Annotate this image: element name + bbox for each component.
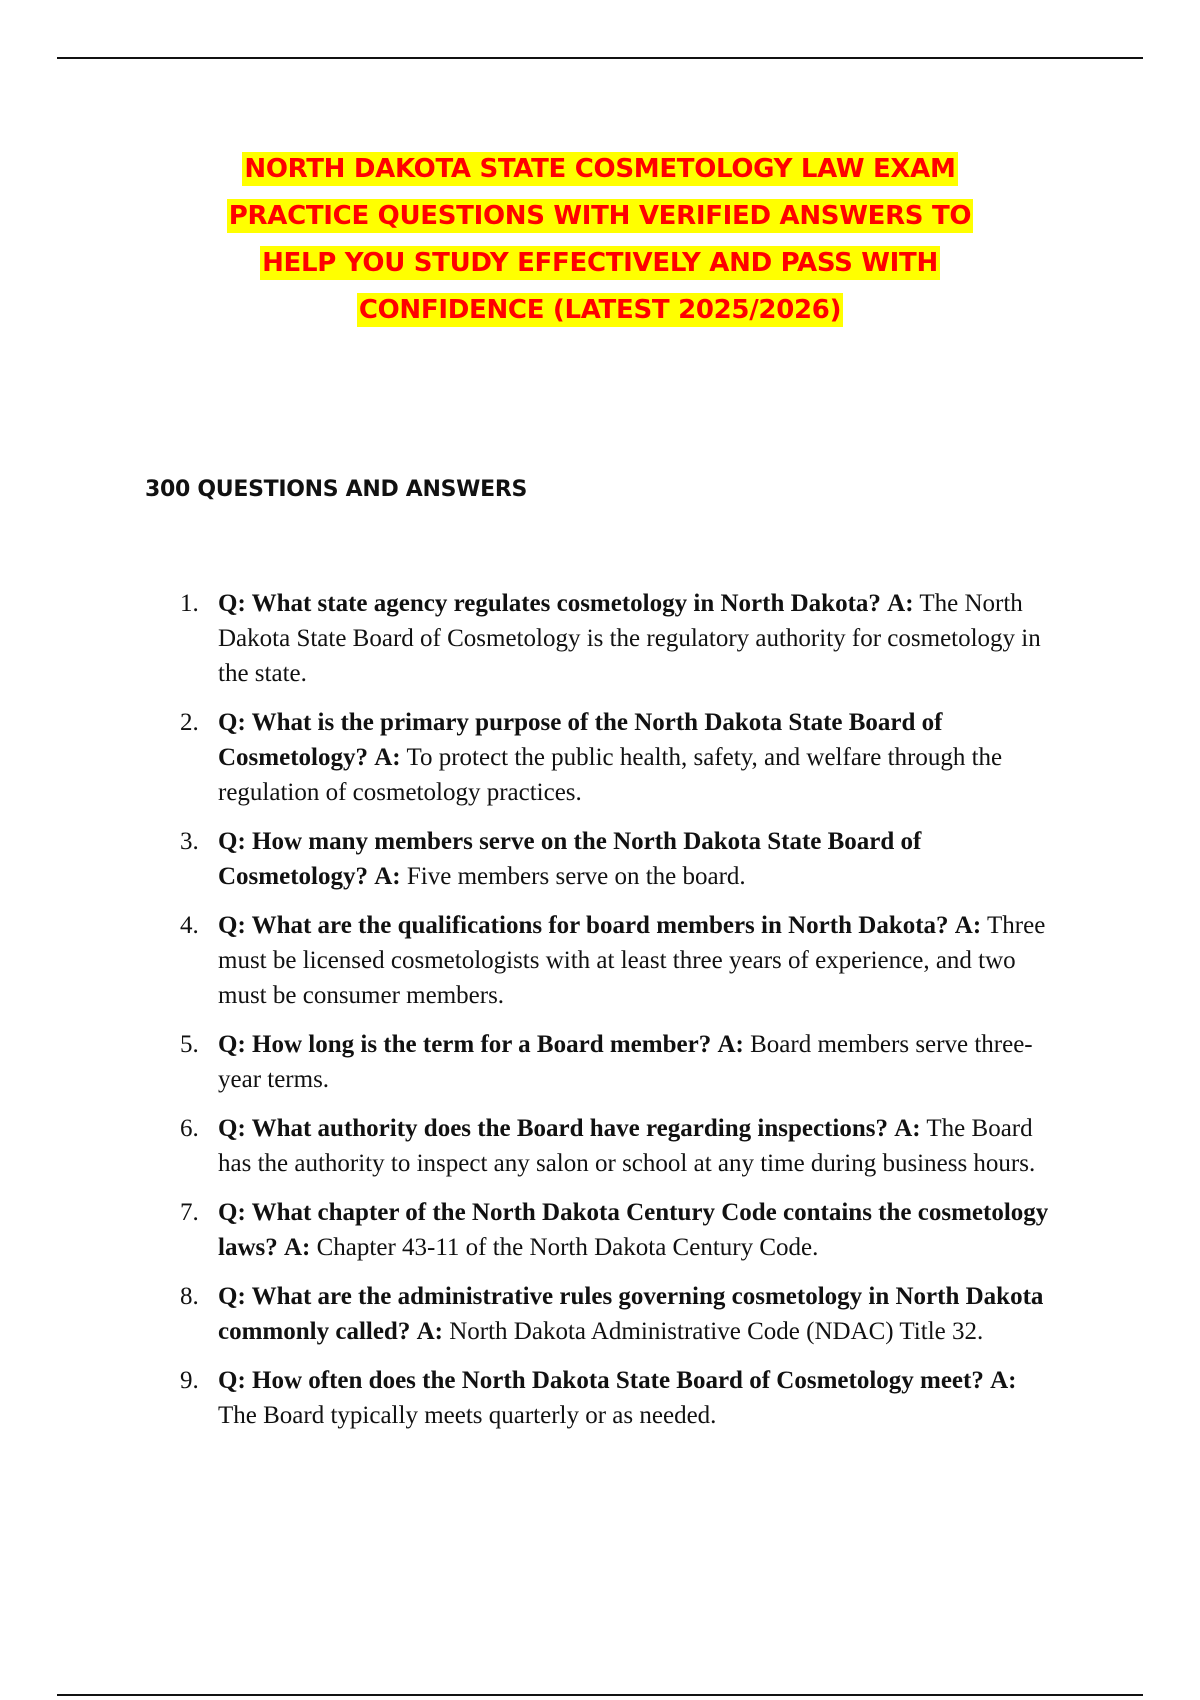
- answer-label: A:: [894, 1115, 921, 1142]
- question-item: [0, 1027, 1200, 1097]
- answer-label: A:: [954, 912, 982, 939]
- question-number: 7.: [180, 1199, 199, 1226]
- bottom-rule: [57, 1694, 1143, 1696]
- title-line: NORTH DAKOTA STATE COSMETOLOGY LAW EXAM: [244, 154, 956, 184]
- question-item: [0, 1279, 1200, 1349]
- question-number: 1.: [180, 590, 199, 617]
- answer-label: A:: [717, 1031, 744, 1058]
- answer-label: A:: [990, 1367, 1017, 1394]
- question-number: 9.: [180, 1367, 199, 1394]
- question-item: [0, 586, 1200, 691]
- question-item: [0, 1111, 1200, 1181]
- answer-label: A:: [283, 1234, 311, 1261]
- answer-text: Three must be licensed cosmetologists with at least three years of experience, and two must be consumer members.: [218, 912, 1046, 1009]
- answer-text: Five members serve on the board.: [406, 863, 746, 890]
- question-text: Q: How long is the term for a Board member?: [218, 1031, 712, 1058]
- answer-text: The Board has the authority to inspect any salon or school at any time during business hours.: [218, 1115, 1036, 1177]
- answer-text: Board members serve three-year terms.: [218, 1031, 1033, 1093]
- answer-text: To protect the public health, safety, and welfare through the regulation of cosmetology practices.: [218, 744, 1003, 806]
- question-text: Q: What authority does the Board have regarding inspections?: [218, 1115, 888, 1142]
- answer-label: A:: [374, 744, 401, 771]
- question-item: [0, 824, 1200, 894]
- document-title: [150, 146, 1050, 334]
- question-item: [0, 705, 1200, 810]
- question-text: Q: How often does the North Dakota State Board of Cosmetology meet?: [218, 1367, 984, 1394]
- question-text: Q: What is the primary purpose of the North Dakota State Board of Cosmetology?: [218, 709, 943, 771]
- question-number: 5.: [180, 1031, 199, 1058]
- question-text: Q: What are the administrative rules governing cosmetology in North Dakota commonly called?: [218, 1283, 1044, 1345]
- question-list: [0, 586, 1200, 1447]
- top-rule: [57, 57, 1143, 59]
- question-item: [0, 1195, 1200, 1265]
- question-number: 3.: [180, 828, 199, 855]
- answer-text: The Board typically meets quarterly or as needed.: [218, 1402, 717, 1429]
- answer-label: A:: [416, 1318, 443, 1345]
- question-text: Q: How many members serve on the North Dakota State Board of Cosmetology?: [218, 828, 922, 890]
- question-item: [0, 908, 1200, 1013]
- question-text: Q: What chapter of the North Dakota Century Code contains the cosmetology laws?: [218, 1199, 1049, 1261]
- question-number: 2.: [180, 709, 199, 736]
- question-number: 6.: [180, 1115, 199, 1142]
- question-text: Q: What state agency regulates cosmetology in North Dakota?: [218, 590, 881, 617]
- answer-text: Chapter 43-11 of the North Dakota Century Code.: [316, 1234, 819, 1261]
- answer-label: A:: [374, 863, 401, 890]
- title-line: HELP YOU STUDY EFFECTIVELY AND PASS WITH: [262, 248, 938, 278]
- answer-text: The North Dakota State Board of Cosmetology is the regulatory authority for cosmetology in the state.: [218, 590, 1041, 687]
- question-text: Q: What are the qualifications for board members in North Dakota?: [218, 912, 949, 939]
- title-line: PRACTICE QUESTIONS WITH VERIFIED ANSWERS TO: [228, 201, 972, 231]
- title-line: CONFIDENCE (LATEST 2025/2026): [358, 295, 842, 325]
- question-item: [0, 1363, 1200, 1433]
- question-number: 8.: [180, 1283, 199, 1310]
- answer-label: A:: [887, 590, 914, 617]
- answer-text: North Dakota Administrative Code (NDAC) Title 32.: [449, 1318, 984, 1345]
- question-number: 4.: [180, 912, 199, 939]
- section-heading: 300 QUESTIONS AND ANSWERS: [145, 477, 528, 502]
